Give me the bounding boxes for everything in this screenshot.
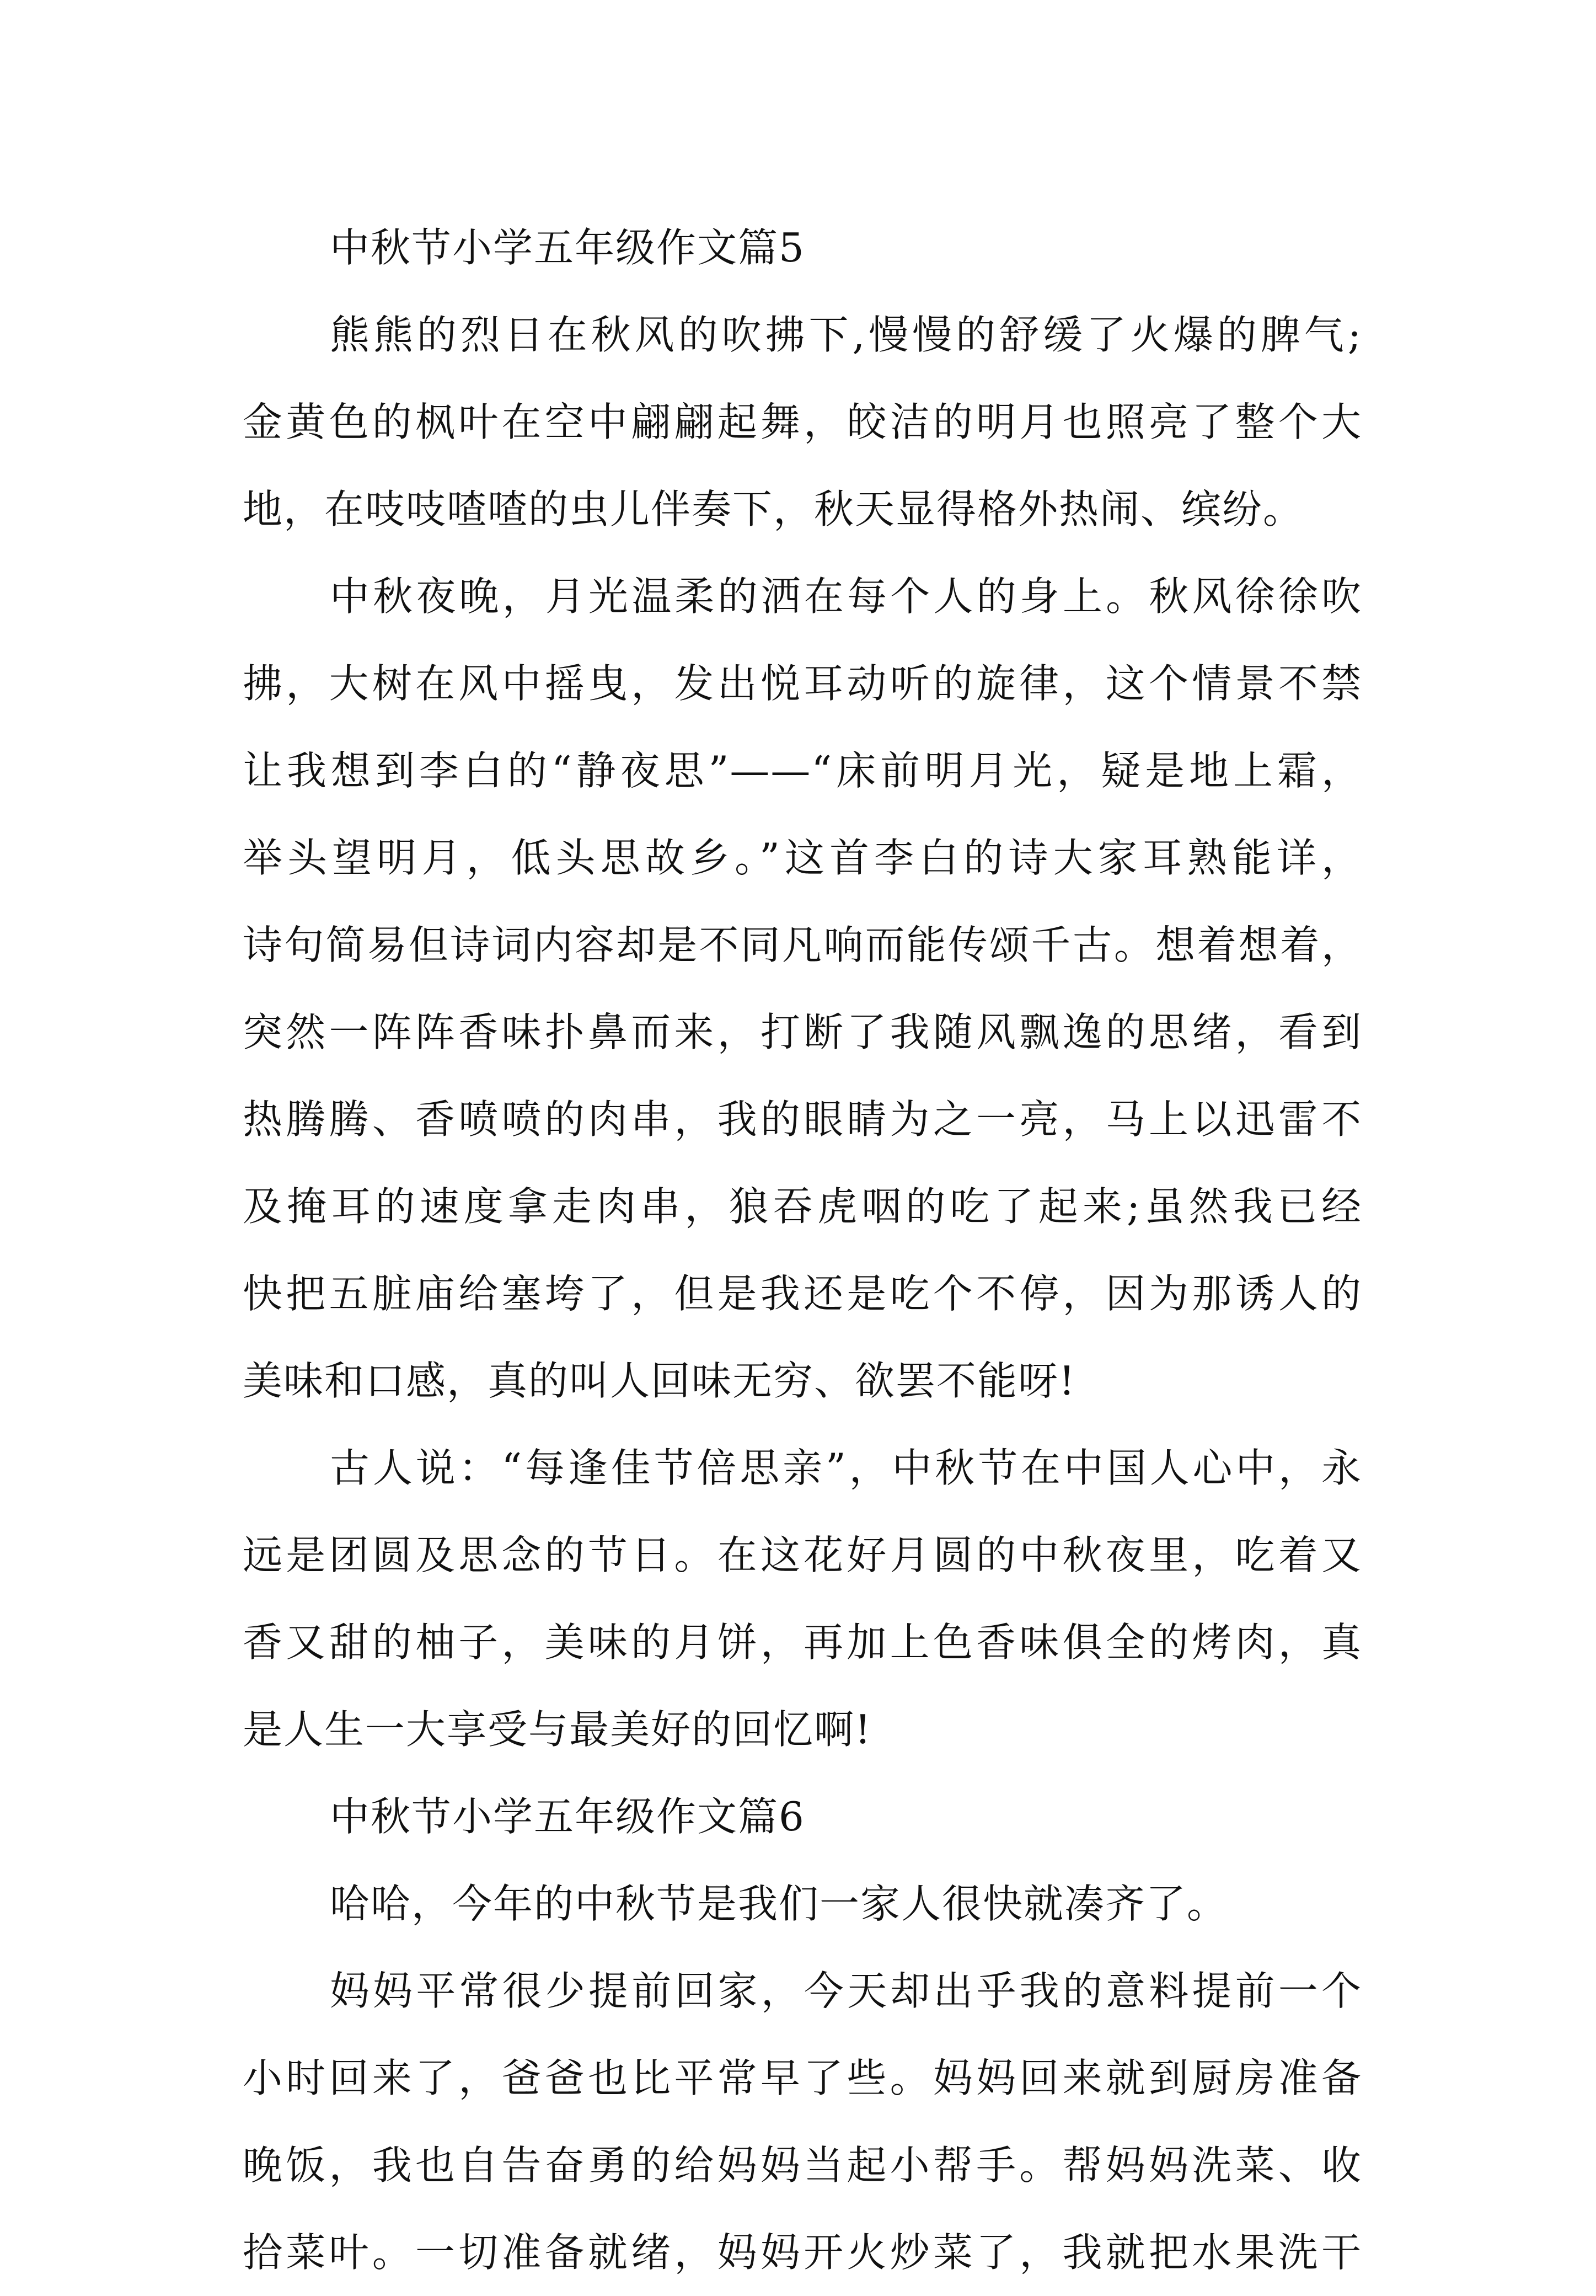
paragraph-line: 晚饭，我也自告奋勇的给妈妈当起小帮手。帮妈妈洗菜、收 <box>243 2142 1362 2188</box>
paragraph-line: 让我想到李白的“静夜思”——“床前明月光，疑是地上霜， <box>243 747 1362 794</box>
paragraph-line: 哈哈，今年的中秋节是我们一家人很快就凑齐了。 <box>330 1881 1228 1927</box>
paragraph-line: 妈妈平常很少提前回家，今天却出乎我的意料提前一个 <box>330 1968 1362 2014</box>
paragraph-line: 热腾腾、香喷喷的肉串，我的眼睛为之一亮，马上以迅雷不 <box>243 1096 1362 1142</box>
paragraph-line: 拂，大树在风中摇曳，发出悦耳动听的旋律，这个情景不禁 <box>243 660 1362 707</box>
paragraph-line: 及掩耳的速度拿走肉串，狼吞虎咽的吃了起来;虽然我已经 <box>243 1183 1362 1230</box>
paragraph-line: 拾菜叶。一切准备就绪，妈妈开火炒菜了，我就把水果洗干 <box>243 2229 1362 2276</box>
paragraph-line: 金黄色的枫叶在空中翩翩起舞，皎洁的明月也照亮了整个大 <box>243 399 1362 445</box>
paragraph-line: 古人说：“每逢佳节倍思亲”，中秋节在中国人心中，永 <box>330 1445 1362 1491</box>
paragraph-line: 地，在吱吱喳喳的虫儿伴奏下，秋天显得格外热闹、缤纷。 <box>243 486 1304 532</box>
document-body <box>243 204 1362 2296</box>
paragraph-line: 中秋夜晚，月光温柔的洒在每个人的身上。秋风徐徐吹 <box>330 573 1362 620</box>
paragraph-line: 熊熊的烈日在秋风的吹拂下,慢慢的舒缓了火爆的脾气; <box>330 312 1362 358</box>
paragraph-line: 香又甜的柚子，美味的月饼，再加上色香味俱全的烤肉，真 <box>243 1619 1362 1665</box>
paragraph-line: 远是团圆及思念的节日。在这花好月圆的中秋夜里，吃着又 <box>243 1532 1362 1578</box>
section-heading-5: 中秋节小学五年级作文篇5 <box>330 225 805 271</box>
paragraph-line: 快把五脏庙给塞垮了，但是我还是吃个不停，因为那诱人的 <box>243 1270 1362 1317</box>
paragraph-line: 举头望明月，低头思故乡。”这首李白的诗大家耳熟能详， <box>243 835 1362 881</box>
paragraph-line: 突然一阵阵香味扑鼻而来，打断了我随风飘逸的思绪，看到 <box>243 1009 1362 1055</box>
paragraph-line: 是人生一大享受与最美好的回忆啊! <box>243 1706 872 1753</box>
paragraph-line: 小时回来了，爸爸也比平常早了些。妈妈回来就到厨房准备 <box>243 2055 1362 2101</box>
paragraph-line: 诗句简易但诗词内容却是不同凡响而能传颂千古。想着想着， <box>243 922 1362 968</box>
paragraph-line: 美味和口感，真的叫人回味无穷、欲罢不能呀! <box>243 1358 1076 1404</box>
section-heading-6: 中秋节小学五年级作文篇6 <box>330 1793 805 1840</box>
